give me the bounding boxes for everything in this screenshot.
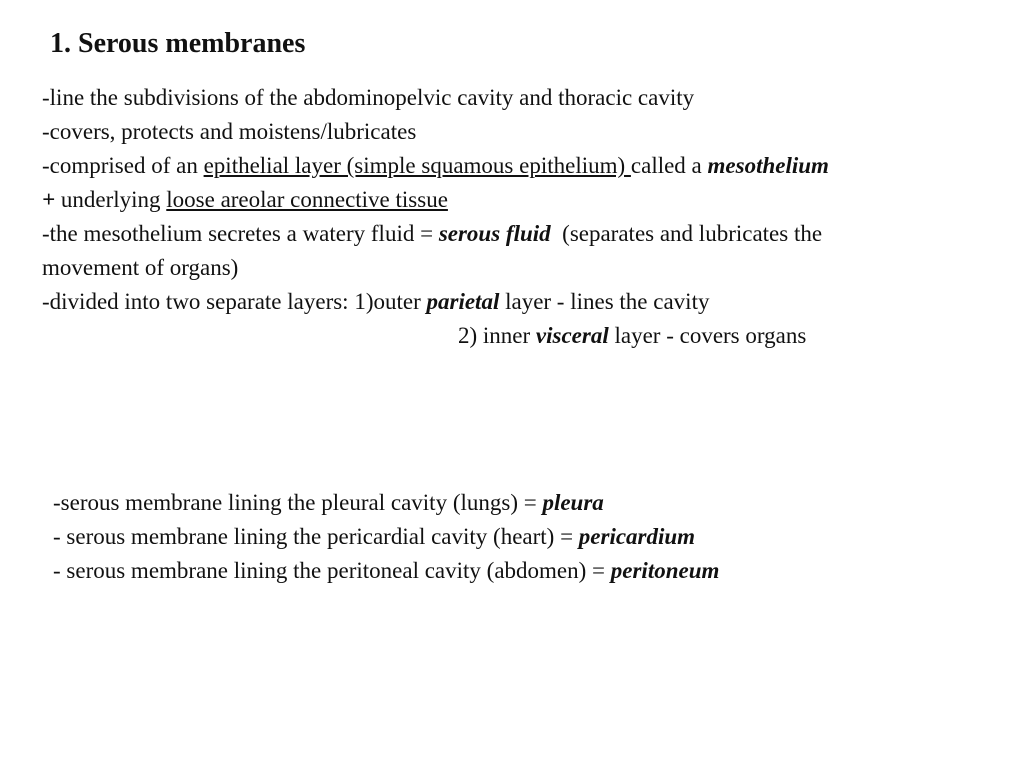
list-item	[53, 554, 1013, 588]
slide-title: 1. Serous membranes	[50, 28, 306, 59]
text-line-6	[42, 251, 1012, 285]
line-8-text-c: layer - covers organs	[608, 323, 807, 348]
line-1-text: -line the subdivisions of the abdominopelvic cavity and thoracic cavity	[42, 85, 695, 110]
text-line-2	[42, 115, 1012, 149]
text-line-4	[42, 183, 1012, 217]
text-line-5	[42, 217, 1012, 251]
text-line-8	[42, 319, 1012, 353]
text-line-7	[42, 285, 1012, 319]
line-4-text-b: underlying	[55, 187, 167, 212]
epithelial-layer-underlined: epithelial layer (simple squamous epithelium)	[203, 153, 631, 178]
line-7-text-a: -divided into two separate layers: 1)outer	[42, 289, 427, 314]
line-5-text-a: -the mesothelium secretes a watery fluid =	[42, 221, 439, 246]
line-5-text-c: (separates and lubricates the	[550, 221, 823, 246]
line-8-text-a: 2) inner	[458, 323, 536, 348]
peritoneum-term: peritoneum	[610, 558, 720, 583]
list-item	[53, 486, 1013, 520]
line-3-text-c: called a	[630, 153, 708, 178]
line-6-text: movement of organs)	[42, 255, 239, 280]
pleura-term: pleura	[542, 490, 604, 515]
list-item-prefix: -serous membrane lining the pleural cavity (lungs) =	[53, 490, 543, 515]
text-line-1	[42, 81, 1012, 115]
list-item-prefix: - serous membrane lining the peritoneal cavity (abdomen) =	[53, 558, 611, 583]
loose-areolar-underlined: loose areolar connective tissue	[166, 187, 448, 212]
text-line-3	[42, 149, 1012, 183]
line-2-text: -covers, protects and moistens/lubricates	[42, 119, 417, 144]
list-item-prefix: - serous membrane lining the pericardial cavity (heart) =	[53, 524, 579, 549]
plus-sign: +	[42, 187, 56, 212]
list-item	[53, 520, 1013, 554]
serous-fluid-term: serous fluid	[438, 221, 551, 246]
parietal-term: parietal	[426, 289, 500, 314]
mesothelium-term: mesothelium	[707, 153, 829, 178]
line-3-text-a: -comprised of an	[42, 153, 204, 178]
pericardium-term: pericardium	[578, 524, 696, 549]
visceral-term: visceral	[535, 323, 609, 348]
main-text-block	[42, 81, 1012, 353]
line-7-text-c: layer - lines the cavity	[499, 289, 710, 314]
serous-membrane-list	[53, 486, 1013, 588]
